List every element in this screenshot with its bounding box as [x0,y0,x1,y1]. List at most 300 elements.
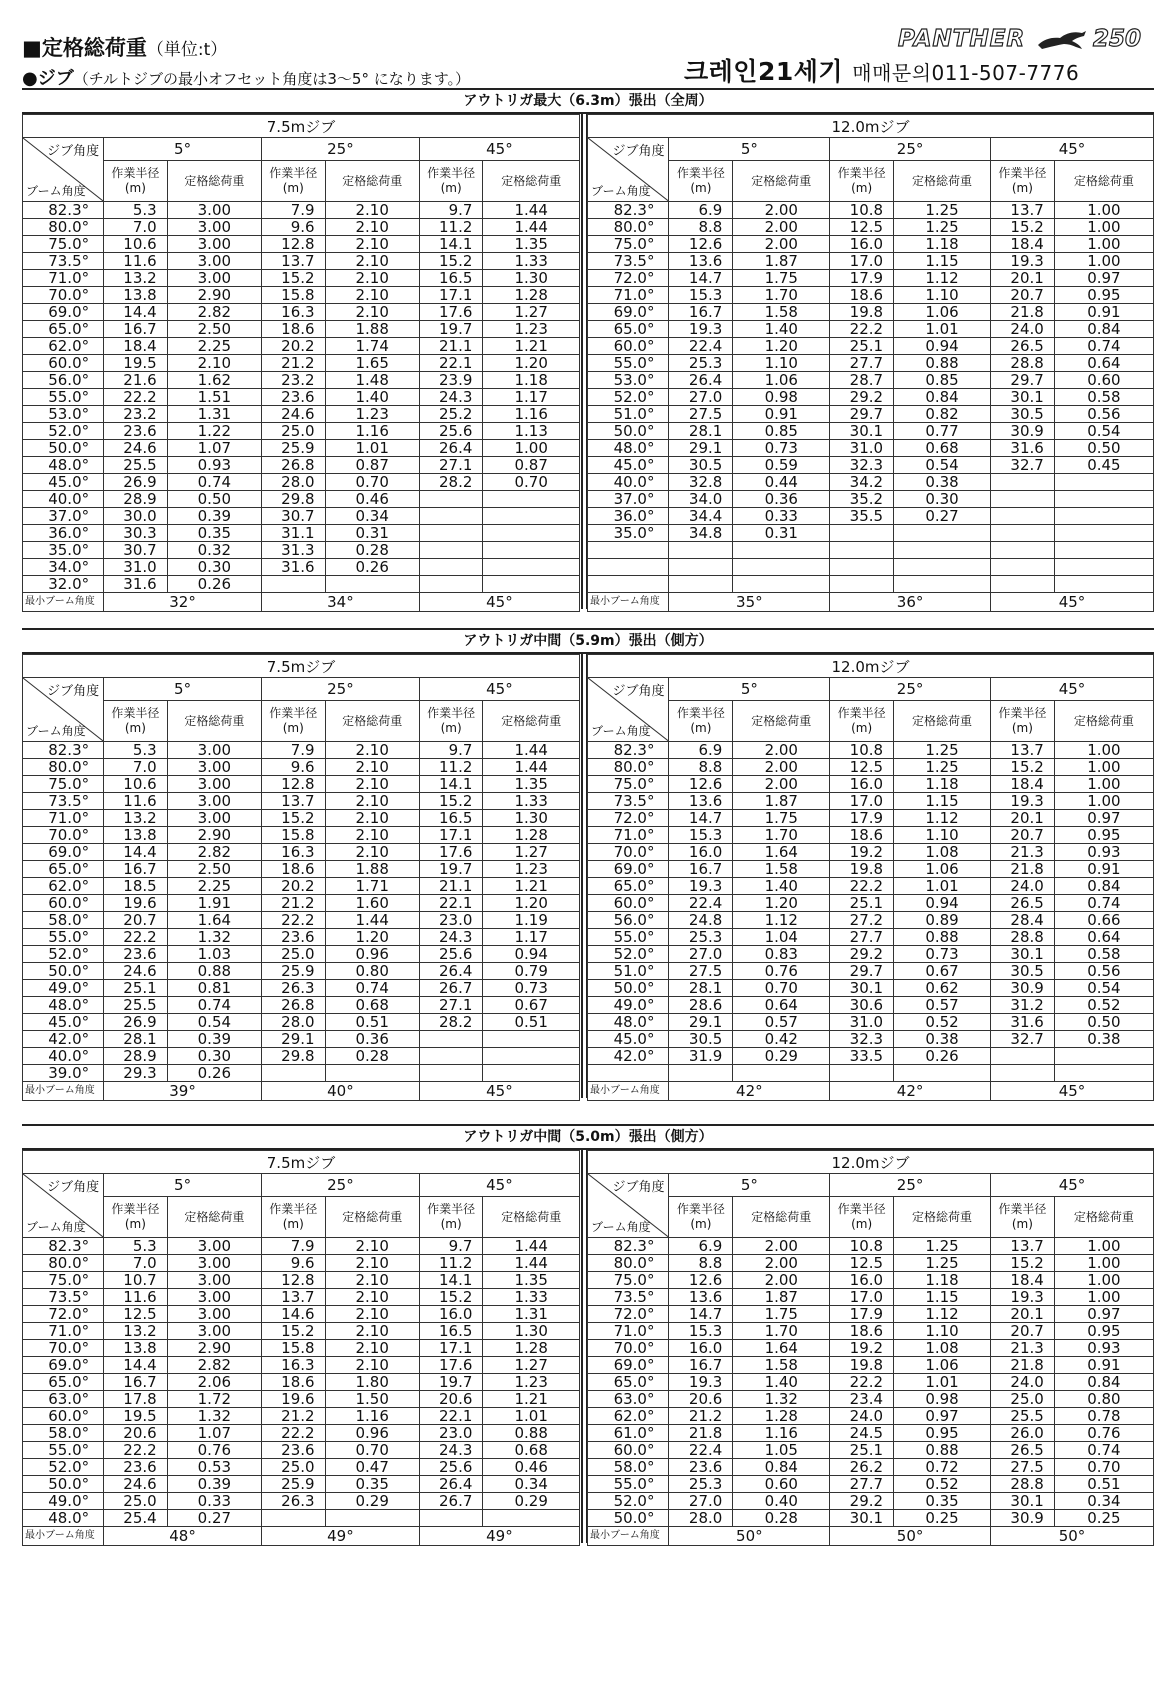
table-row [23,1425,580,1442]
load-cell [483,1510,580,1527]
radius-cell: 12.6 [669,776,733,793]
load-cell: 0.30 [894,491,991,508]
table-row [588,1306,1154,1323]
load-cell: 2.90 [167,1340,261,1357]
radius-cell: 14.1 [419,236,483,253]
load-cell: 0.91 [1054,1357,1153,1374]
boom-angle-cell: 70.0° [588,844,669,861]
radius-cell: 26.9 [104,1014,168,1031]
radius-cell: 12.5 [104,1306,168,1323]
radius-cell: 25.1 [830,1442,894,1459]
radius-cell: 17.1 [419,1340,483,1357]
radius-cell: 15.2 [261,270,325,287]
load-cell: 1.75 [733,1306,830,1323]
load-cell: 2.50 [167,321,261,338]
boom-angle-cell: 69.0° [23,1357,104,1374]
radius-cell: 26.5 [990,1442,1054,1459]
load-cell: 0.73 [894,946,991,963]
table-row [588,1459,1154,1476]
load-cell: 1.23 [325,406,419,423]
radius-cell: 31.6 [261,559,325,576]
load-cell: 0.97 [1054,1306,1153,1323]
boom-angle-cell: 45.0° [588,457,669,474]
load-cell: 1.20 [733,895,830,912]
radius-cell: 12.8 [261,1272,325,1289]
radius-cell: 23.2 [104,406,168,423]
radius-cell: 29.8 [261,491,325,508]
load-cell: 0.74 [325,980,419,997]
radius-cell: 25.4 [104,1510,168,1527]
radius-cell: 15.2 [419,1289,483,1306]
load-cell [483,576,580,593]
radius-cell: 24.5 [830,1425,894,1442]
load-cell: 0.36 [325,1031,419,1048]
load-cell: 0.42 [733,1031,830,1048]
boom-angle-cell: 60.0° [588,895,669,912]
radius-cell: 29.7 [830,963,894,980]
boom-angle-cell: 72.0° [588,810,669,827]
jib-angle-header: 5° [669,138,830,161]
min-boom-label: 最小ブーム角度 [23,593,104,612]
jib-angle-row [588,1174,1154,1197]
radius-cell: 19.7 [419,1374,483,1391]
boom-angle-cell: 80.0° [23,219,104,236]
boom-angle-cell: 52.0° [23,946,104,963]
radius-cell: 11.6 [104,793,168,810]
radius-cell [261,576,325,593]
load-cell: 0.35 [167,525,261,542]
load-rows [588,742,1154,1101]
load-cell: 0.25 [1054,1510,1153,1527]
radius-header: 作業半径 (m) [104,1197,168,1238]
load-cell: 0.54 [1054,423,1153,440]
boom-angle-cell: 48.0° [588,1014,669,1031]
radius-cell [419,1065,483,1082]
min-boom-value: 32° [104,593,262,612]
radius-cell: 16.5 [419,270,483,287]
load-cell: 0.52 [1054,997,1153,1014]
load-cell: 2.10 [325,1306,419,1323]
radius-cell: 19.5 [104,355,168,372]
radius-cell: 7.9 [261,202,325,219]
load-cell: 1.62 [167,372,261,389]
table-row [588,321,1154,338]
load-cell: 1.20 [325,929,419,946]
radius-cell: 22.1 [419,355,483,372]
radius-cell: 20.2 [261,878,325,895]
load-cell: 1.25 [894,219,991,236]
boom-angle-cell: 82.3° [588,202,669,219]
radius-cell: 24.0 [990,878,1054,895]
load-cell: 0.51 [1054,1476,1153,1493]
load-cell: 1.01 [894,878,991,895]
load-table [587,114,1154,612]
boom-angle-cell: 73.5° [23,793,104,810]
boom-angle-cell: 69.0° [23,844,104,861]
radius-cell: 20.7 [990,287,1054,304]
load-cell: 1.00 [1054,253,1153,270]
table-row [588,219,1154,236]
radius-cell: 13.2 [104,810,168,827]
load-cell: 0.53 [167,1459,261,1476]
radius-cell: 27.7 [830,355,894,372]
table-row [588,1065,1154,1082]
radius-cell: 30.5 [990,406,1054,423]
load-cell: 2.82 [167,1357,261,1374]
radius-cell: 28.7 [830,372,894,389]
load-cell: 2.10 [325,1272,419,1289]
radius-cell: 35.2 [830,491,894,508]
table-row [23,355,580,372]
load-cell: 2.10 [325,1255,419,1272]
table-row [23,844,580,861]
radius-cell: 10.8 [830,202,894,219]
load-cell: 2.10 [325,219,419,236]
load-cell: 2.10 [325,304,419,321]
table-row [23,980,580,997]
boom-angle-cell: 52.0° [588,946,669,963]
boom-angle-cell: 73.5° [588,793,669,810]
load-cell: 0.26 [167,576,261,593]
radius-cell [990,1048,1054,1065]
radius-cell [990,474,1054,491]
radius-cell: 17.9 [830,270,894,287]
load-cell: 0.98 [733,389,830,406]
min-boom-label: 最小ブーム角度 [588,593,669,612]
load-cell: 0.39 [167,1476,261,1493]
load-cell: 1.03 [167,946,261,963]
table-row [23,338,580,355]
load-cell [733,559,830,576]
table-row [23,742,580,759]
boom-angle-cell: 36.0° [588,508,669,525]
radius-cell: 29.1 [669,440,733,457]
boom-angle-cell: 35.0° [588,525,669,542]
boom-angle-cell: 65.0° [23,1374,104,1391]
section-title: アウトリガ中間（5.0m）張出（側方） [22,1124,1154,1150]
load-cell: 0.38 [1054,1031,1153,1048]
load-cell: 1.30 [483,1323,580,1340]
jib-angle-header: 25° [261,1174,419,1197]
radius-cell: 30.5 [669,1031,733,1048]
boom-angle-cell: 58.0° [23,912,104,929]
table-row [588,980,1154,997]
radius-cell: 18.6 [261,1374,325,1391]
load-cell: 0.30 [167,559,261,576]
boom-angle-cell: 50.0° [23,1476,104,1493]
radius-cell [419,1031,483,1048]
radius-cell: 8.8 [669,1255,733,1272]
jib-angle-header: 25° [261,678,419,701]
table-row [23,776,580,793]
jib-name-row [23,115,580,138]
boom-angle-cell: 71.0° [23,810,104,827]
radius-cell: 14.7 [669,1306,733,1323]
corner-cell [23,1174,104,1238]
radius-cell: 26.8 [261,997,325,1014]
load-cell: 1.20 [483,355,580,372]
radius-cell [990,559,1054,576]
load-cell: 1.44 [483,219,580,236]
boom-angle-cell: 40.0° [23,491,104,508]
radius-cell: 15.3 [669,287,733,304]
boom-angle-cell: 49.0° [23,1493,104,1510]
radius-cell: 31.0 [830,440,894,457]
table-row [23,997,580,1014]
load-header: 定格総荷重 [325,1197,419,1238]
table-row [23,576,580,593]
panther-icon [1036,27,1088,53]
radius-cell: 24.3 [419,929,483,946]
load-cell [1054,542,1153,559]
load-cell: 1.00 [1054,776,1153,793]
load-cell: 0.81 [167,980,261,997]
radius-cell: 9.6 [261,759,325,776]
jib-angle-header: 5° [104,678,262,701]
table-row [23,423,580,440]
load-cell [894,576,991,593]
jib-name-row [23,655,580,678]
boom-angle-cell: 80.0° [588,219,669,236]
radius-cell: 22.1 [419,895,483,912]
table-row [588,1048,1154,1065]
load-cell: 0.52 [894,1014,991,1031]
load-cell [483,542,580,559]
load-cell: 1.72 [167,1391,261,1408]
table-row [23,1306,580,1323]
radius-cell: 26.4 [669,372,733,389]
load-cell [894,542,991,559]
load-rows [23,1238,580,1546]
load-cell: 0.74 [1054,338,1153,355]
load-cell: 3.00 [167,810,261,827]
min-boom-value: 39° [104,1082,262,1101]
load-cell: 1.70 [733,287,830,304]
load-cell: 0.88 [894,355,991,372]
boom-angle-cell: 73.5° [588,253,669,270]
load-cell: 1.70 [733,827,830,844]
load-cell: 0.83 [733,946,830,963]
load-cell: 0.88 [894,1442,991,1459]
page-title [22,32,227,62]
load-cell: 0.28 [325,1048,419,1065]
radius-cell: 27.5 [990,1459,1054,1476]
boom-angle-label: ブーム角度 [26,184,86,198]
load-cell: 1.27 [483,1357,580,1374]
radius-cell: 12.5 [830,759,894,776]
radius-cell: 22.2 [830,1374,894,1391]
boom-angle-cell: 52.0° [588,389,669,406]
table-row [588,270,1154,287]
load-cell: 0.68 [894,440,991,457]
load-cell: 1.87 [733,1289,830,1306]
load-cell: 1.88 [325,861,419,878]
radius-cell: 10.8 [830,1238,894,1255]
load-cell: 0.88 [894,929,991,946]
table-row [588,1340,1154,1357]
load-cell: 0.34 [1054,1493,1153,1510]
load-cell: 1.40 [733,321,830,338]
boom-angle-cell: 49.0° [23,980,104,997]
load-cell: 2.00 [733,776,830,793]
section-body [22,1150,1154,1543]
radius-cell: 26.8 [261,457,325,474]
radius-cell: 13.6 [669,793,733,810]
table-row [23,236,580,253]
load-cell: 0.76 [733,963,830,980]
load-cell: 2.10 [167,355,261,372]
load-cell: 0.84 [1054,1374,1153,1391]
radius-cell: 18.6 [830,827,894,844]
boom-angle-cell: 80.0° [588,1255,669,1272]
radius-cell: 19.7 [419,321,483,338]
radius-cell: 29.7 [830,406,894,423]
jib-angle-header: 45° [990,678,1153,701]
radius-cell: 31.3 [261,542,325,559]
radius-header: 作業半径 (m) [830,1197,894,1238]
load-cell: 1.21 [483,878,580,895]
radius-cell: 28.0 [669,1510,733,1527]
radius-cell: 33.5 [830,1048,894,1065]
boom-angle-cell: 82.3° [588,742,669,759]
load-cell: 0.56 [1054,406,1153,423]
radius-cell: 23.9 [419,372,483,389]
radius-cell [261,1510,325,1527]
load-cell: 0.26 [894,1048,991,1065]
table-row [588,895,1154,912]
load-cell: 2.82 [167,844,261,861]
table-row [23,912,580,929]
boom-angle-cell: 39.0° [23,1065,104,1082]
load-cell: 0.80 [325,963,419,980]
load-cell: 0.27 [894,508,991,525]
load-cell: 2.82 [167,304,261,321]
load-cell: 0.68 [325,997,419,1014]
load-cell: 1.58 [733,304,830,321]
boom-angle-cell: 55.0° [23,929,104,946]
load-cell: 1.64 [733,1340,830,1357]
boom-angle-cell: 71.0° [588,1323,669,1340]
load-cell [733,542,830,559]
load-cell: 0.29 [733,1048,830,1065]
table-row [23,810,580,827]
min-boom-angle-row [588,1082,1154,1101]
load-cell: 0.54 [894,457,991,474]
jib-12m-table [587,654,1154,1101]
load-cell: 1.40 [733,878,830,895]
load-cell: 1.91 [167,895,261,912]
radius-cell: 28.1 [104,1031,168,1048]
table-row [23,1031,580,1048]
load-cell: 0.44 [733,474,830,491]
radius-cell: 28.0 [261,474,325,491]
boom-angle-cell: 80.0° [588,759,669,776]
boom-angle-cell: 60.0° [23,1408,104,1425]
radius-cell: 15.8 [261,827,325,844]
boom-angle-label: ブーム角度 [26,724,86,738]
load-cell: 0.58 [1054,389,1153,406]
table-row [588,1493,1154,1510]
load-header: 定格総荷重 [483,701,580,742]
radius-cell: 27.1 [419,457,483,474]
table-row [588,1323,1154,1340]
radius-cell: 21.2 [261,355,325,372]
boom-angle-cell: 56.0° [588,912,669,929]
radius-cell: 14.1 [419,1272,483,1289]
radius-cell: 23.6 [104,1459,168,1476]
table-row [23,1272,580,1289]
load-cell: 0.39 [167,1031,261,1048]
radius-cell: 26.5 [990,895,1054,912]
boom-angle-cell: 69.0° [588,304,669,321]
load-cell [1054,1065,1153,1082]
boom-angle-cell: 70.0° [588,1340,669,1357]
load-cell: 0.96 [325,1425,419,1442]
half-divider [581,114,587,609]
load-cell: 1.07 [167,440,261,457]
radius-cell: 12.8 [261,776,325,793]
load-cell: 1.00 [1054,1289,1153,1306]
radius-header: 作業半径 (m) [669,1197,733,1238]
boom-angle-cell: 82.3° [588,1238,669,1255]
boom-angle-cell: 71.0° [588,287,669,304]
load-cell [1054,525,1153,542]
min-boom-angle-row [588,593,1154,612]
load-cell: 1.20 [733,338,830,355]
radius-cell: 19.3 [669,321,733,338]
jib-angle-header: 5° [104,138,262,161]
load-cell: 0.95 [1054,1323,1153,1340]
radius-cell: 31.6 [104,576,168,593]
boom-angle-cell: 35.0° [23,542,104,559]
load-cell: 0.64 [1054,355,1153,372]
radius-cell: 6.9 [669,202,733,219]
boom-angle-cell: 45.0° [23,474,104,491]
radius-cell: 24.0 [990,321,1054,338]
radius-cell: 23.4 [830,1391,894,1408]
section-body [22,654,1154,1098]
load-cell: 1.04 [733,929,830,946]
radius-cell [419,491,483,508]
radius-cell: 13.8 [104,287,168,304]
radius-cell: 16.5 [419,1323,483,1340]
load-cell: 1.15 [894,793,991,810]
radius-cell: 20.7 [990,1323,1054,1340]
load-cell: 0.94 [483,946,580,963]
load-cell: 0.30 [167,1048,261,1065]
radius-cell: 30.5 [990,963,1054,980]
load-cell: 1.00 [1054,742,1153,759]
jib-angle-label: ジブ角度 [47,684,100,699]
table-row [588,827,1154,844]
load-cell: 1.51 [167,389,261,406]
load-header: 定格総荷重 [483,161,580,202]
table-row [23,963,580,980]
load-cell: 0.93 [1054,844,1153,861]
radius-cell [419,576,483,593]
radius-cell: 17.1 [419,287,483,304]
load-cell: 1.15 [894,253,991,270]
radius-cell: 24.0 [990,1374,1054,1391]
radius-header: 作業半径 (m) [830,161,894,202]
load-cell: 0.57 [733,1014,830,1031]
radius-cell: 21.3 [990,844,1054,861]
table-row [23,1408,580,1425]
load-cell: 1.18 [894,776,991,793]
table-row [588,742,1154,759]
radius-cell: 12.6 [669,236,733,253]
radius-cell: 27.0 [669,389,733,406]
